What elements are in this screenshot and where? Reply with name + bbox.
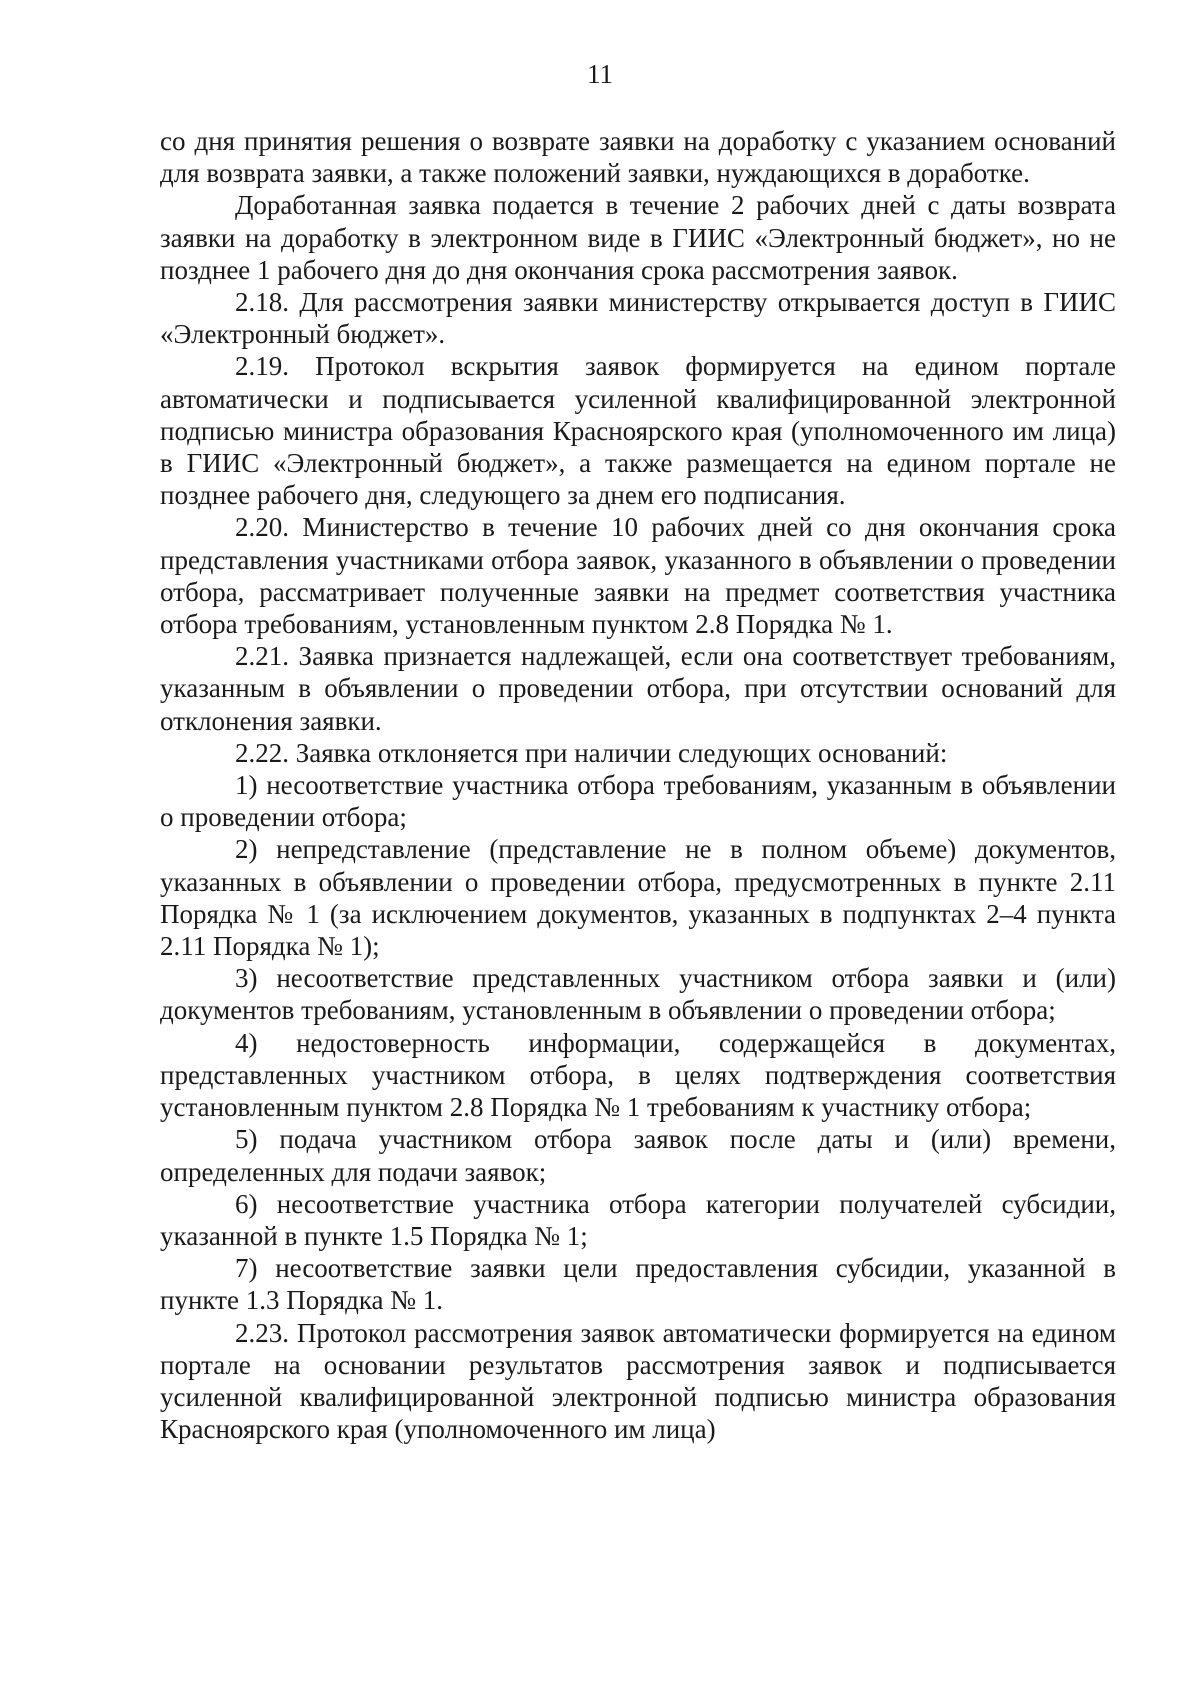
paragraph: 2.19. Протокол вскрытия заявок формируется на едином портале автоматически и подписывается усиленной квалифицированной электронной подписью министра образования Красноярского края (уполномоченного им лица) в ГИИС «Электронный бюджет», а также размещается на едином портале не позднее рабочего дня, следующего за днем его подписания. [160, 351, 1116, 511]
page-number: 11 [587, 59, 613, 89]
list-item: 7) несоответствие заявки цели предоставления субсидии, указанной в пункте 1.3 Порядка № 1. [160, 1253, 1116, 1316]
list-item: 2) непредставление (представление не в полном объеме) документов, указанных в объявлении о проведении отбора, предусмотренных в пункте 2.11 Порядка № 1 (за исключением документов, указанных в подпунктах 2–4 пункта 2.11 Порядка № 1); [160, 834, 1116, 962]
document-body [160, 125, 1116, 1445]
paragraph: 2.23. Протокол рассмотрения заявок автоматически формируется на едином портале на основании результатов рассмотрения заявок и подписывается усиленной квалифицированной электронной подписью министра образования Красноярского края (уполномоченного им лица) [160, 1317, 1116, 1445]
list-item: 1) несоответствие участника отбора требованиям, указанным в объявлении о проведении отбора; [160, 770, 1116, 833]
paragraph: 2.20. Министерство в течение 10 рабочих дней со дня окончания срока представления участниками отбора заявок, указанного в объявлении о проведении отбора, рассматривает полученные заявки на предмет соответствия участника отбора требованиям, установленным пунктом 2.8 Порядка № 1. [160, 512, 1116, 640]
paragraph: Доработанная заявка подается в течение 2 рабочих дней с даты возврата заявки на доработку в электронном виде в ГИИС «Электронный бюджет», но не позднее 1 рабочего дня до дня окончания срока рассмотрения заявок. [160, 190, 1116, 285]
paragraph: 2.21. Заявка признается надлежащей, если она соответствует требованиям, указанным в объявлении о проведении отбора, при отсутствии оснований для отклонения заявки. [160, 641, 1116, 736]
paragraph: со дня принятия решения о возврате заявки на доработку с указанием оснований для возврата заявки, а также положений заявки, нуждающихся в доработке. [160, 126, 1116, 189]
list-item: 3) несоответствие представленных участником отбора заявки и (или) документов требованиям, установленным в объявлении о проведении отбора; [160, 963, 1116, 1026]
paragraph: 2.22. Заявка отклоняется при наличии следующих оснований: [235, 737, 948, 768]
paragraph: 2.18. Для рассмотрения заявки министерству открывается доступ в ГИИС «Электронный бюджет». [160, 287, 1116, 350]
list-item: 5) подача участником отбора заявок после даты и (или) времени, определенных для подачи заявок; [160, 1124, 1116, 1187]
list-item: 6) несоответствие участника отбора категории получателей субсидии, указанной в пункте 1.5 Порядка № 1; [160, 1188, 1116, 1251]
list-item: 4) недостоверность информации, содержащейся в документах, представленных участником отбора, в целях подтверждения соответствия установленным пунктом 2.8 Порядка № 1 требованиям к участнику отбора; [160, 1027, 1116, 1123]
